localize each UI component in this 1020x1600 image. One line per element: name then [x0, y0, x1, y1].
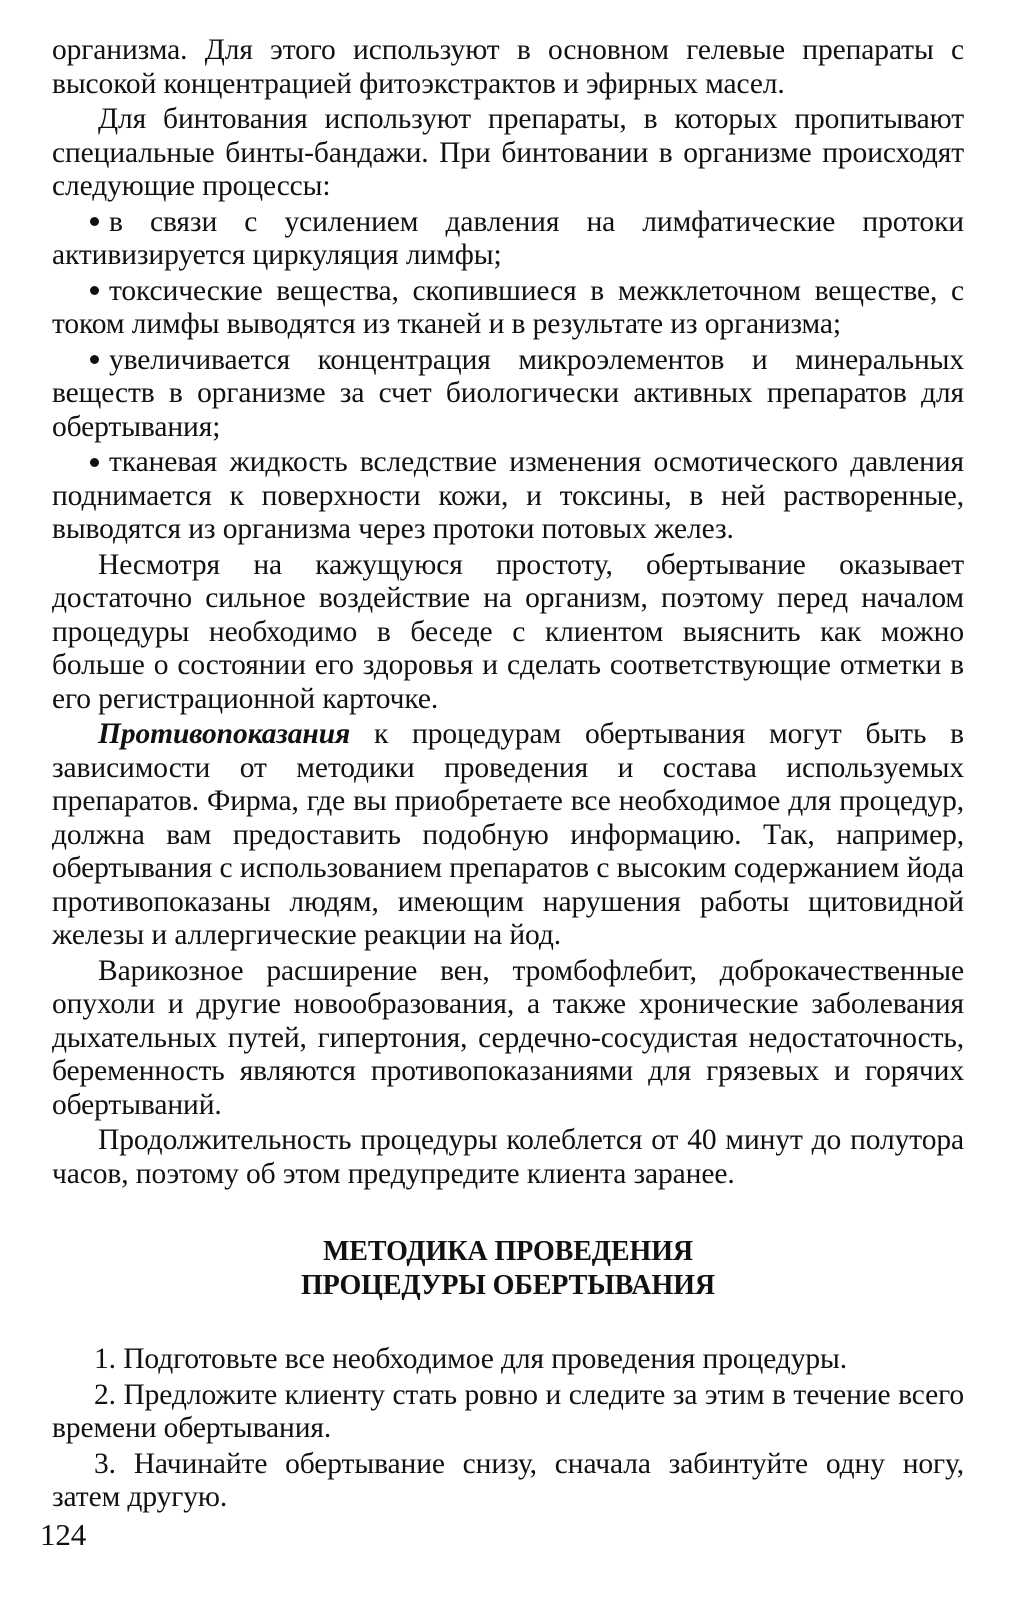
paragraph-hot-wraps: Варикозное расширение вен, тромбофлебит, доброкачественные опухоли и другие новообразования, а также хронические заболевания дыхательных путей, гипертония, сердечно-сосудистая недостаточность, беременность являются противопоказаниями для грязевых и горячих обертываний. — [52, 954, 964, 1121]
bullet-text: тканевая жидкость вследствие изменения осмотического давления поднимается к поверхности кожи, и токсины, в ней растворенные, выводятся из организма через протоки потовых желез. — [52, 446, 964, 545]
bullet-item — [52, 275, 964, 342]
paragraph-continuation: организма. Для этого используют в основном гелевые препараты с высокой концентрацией фитоэкстрактов и эфирных масел. — [52, 34, 964, 100]
step-item: 1. Подготовьте все необходимое для проведения процедуры. — [94, 1343, 848, 1375]
bullet-dot-icon — [90, 286, 99, 295]
bullet-item — [52, 446, 964, 547]
bullet-text: токсические вещества, скопившиеся в межклеточном веществе, с током лимфы выводятся из тканей и в результате из организма; — [52, 274, 964, 340]
paragraph-duration: Продолжительность процедуры колеблется от 40 минут до полутора часов, поэтому об этом предупредите клиента заранее. — [52, 1124, 964, 1190]
paragraph-consultation: Несмотря на кажущуюся простоту, обертывание оказывает достаточно сильное воздействие на организм, поэтому перед началом процедуры необходимо в беседе с клиентом выяснить как можно больше о состоянии его здоровья и сделать соответствующие отметки в его регистрационной карточке. — [52, 548, 964, 715]
section-heading-line-2: ПРОЦЕДУРЫ ОБЕРТЫВАНИЯ — [300, 1270, 716, 1301]
bullet-dot-icon — [90, 458, 99, 467]
step-item: 2. Предложите клиенту стать ровно и следите за этим в течение всего времени обертывания. — [52, 1378, 964, 1444]
bullet-dot-icon — [90, 355, 99, 364]
section-heading-line-1: МЕТОДИКА ПРОВЕДЕНИЯ — [322, 1236, 694, 1267]
paragraph-bandaging: Для бинтования используют препараты, в которых пропитывают специальные бинты-бандажи. При бинтовании в организме происходят следующие процессы: — [52, 103, 964, 202]
page-number: 124 — [40, 1517, 87, 1552]
step-item: 3. Начинайте обертывание снизу, сначала забинтуйте одну ногу, затем другую. — [52, 1447, 964, 1513]
bullet-text: увеличивается концентрация микроэлементов и минеральных веществ в организме за счет биологически активных препаратов для обертывания; — [52, 343, 964, 443]
contraindications-term: Противопоказания — [98, 718, 351, 750]
bullet-dot-icon — [90, 217, 99, 226]
bullet-text: в связи с усилением давления на лимфатические протоки активизируется циркуляция лимфы; — [52, 205, 964, 271]
section-heading — [52, 1235, 964, 1303]
bullet-item — [52, 344, 964, 445]
paragraph-contraindications — [52, 718, 964, 953]
bullet-item — [52, 206, 964, 273]
contraindications-text: к процедурам обертывания могут быть в зависимости от методики проведения и состава используемых препаратов. Фирма, где вы приобретаете все необходимое для процедур, должна вам предоставить подобную информацию. Так, например, обертывания с использованием препаратов с высоким содержанием йода противопоказаны людям, имеющим нарушения работы щитовидной железы и аллергические реакции на йод. — [52, 718, 964, 951]
